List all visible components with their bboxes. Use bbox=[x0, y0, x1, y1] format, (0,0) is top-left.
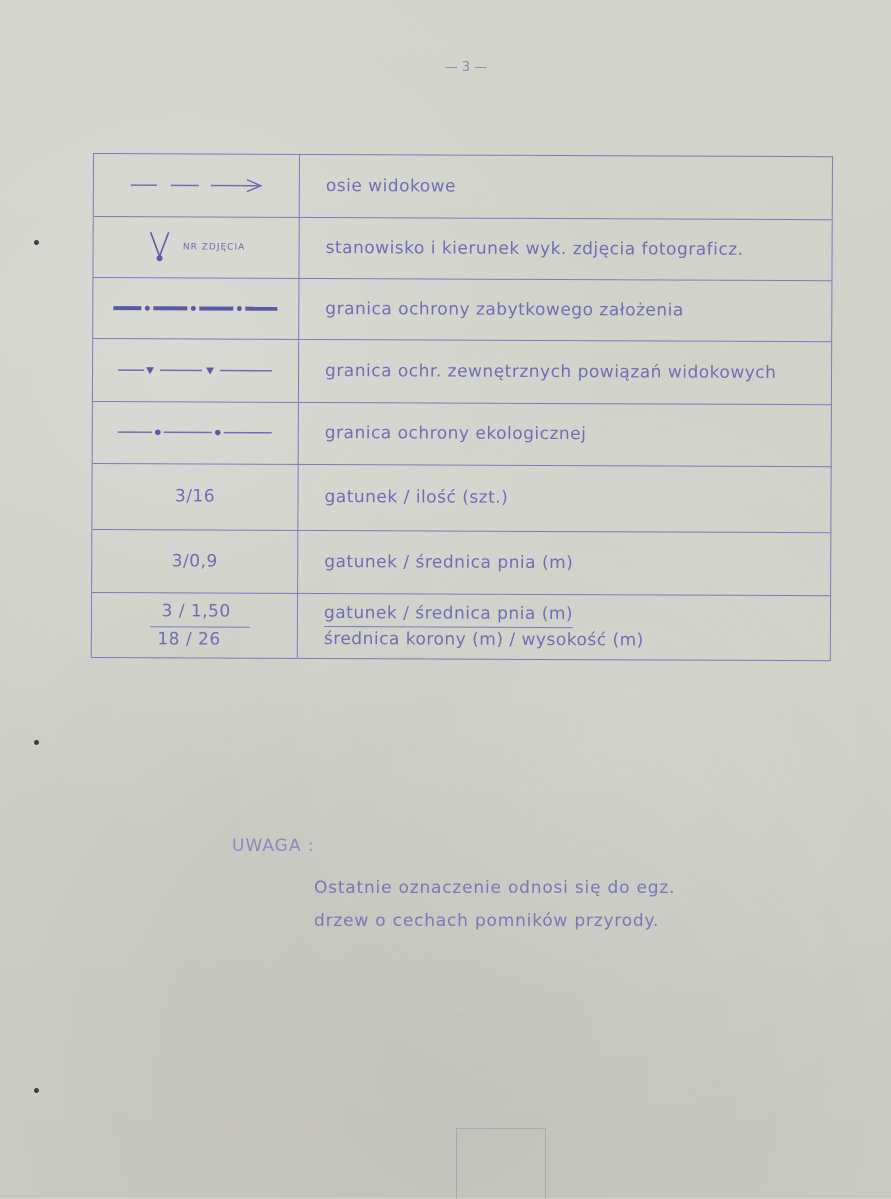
punch-hole-mark bbox=[34, 740, 39, 745]
fraction-line bbox=[149, 626, 249, 627]
legend-description-secondary: średnica korony (m) / wysokość (m) bbox=[324, 627, 644, 652]
legend-row-view-axes bbox=[94, 154, 832, 220]
legend-row-species-trunk bbox=[92, 529, 830, 596]
legend-description: granica ochrony zabytkowego założenia bbox=[325, 278, 831, 341]
species-trunk-code: 3/0,9 bbox=[172, 551, 218, 571]
species-count-code: 3/16 bbox=[175, 486, 215, 506]
tree-fraction-code bbox=[139, 599, 249, 651]
legend-row-view-boundary bbox=[93, 338, 831, 405]
legend-row-photo-point bbox=[93, 216, 831, 281]
triangle-dash-line-icon bbox=[93, 338, 298, 402]
legend-row-species-full bbox=[92, 592, 830, 660]
legend-row-ecological-boundary bbox=[93, 401, 831, 467]
legend-row-species-count bbox=[92, 463, 830, 533]
legend-description: stanowisko i kierunek wyk. zdjęcia fotograficz. bbox=[325, 217, 831, 280]
legend-description: osie widokowe bbox=[326, 155, 832, 219]
note-text bbox=[314, 872, 675, 938]
legend-description: gatunek / średnica pnia (m) bbox=[324, 601, 573, 628]
legend-description: gatunek / ilość (szt.) bbox=[324, 464, 830, 532]
punch-hole-mark bbox=[34, 240, 39, 245]
dot-dash-line-icon bbox=[93, 401, 298, 464]
photo-direction-icon bbox=[147, 230, 177, 264]
fraction-bottom: 18 / 26 bbox=[157, 629, 220, 649]
photo-number-label: NR ZDJĘCIA bbox=[183, 242, 245, 252]
legend-table bbox=[91, 153, 833, 661]
fraction-top: 3 / 1,50 bbox=[161, 601, 230, 621]
legend-description: granica ochr. zewnętrznych powiązań widokowych bbox=[325, 339, 831, 404]
punch-hole-mark bbox=[34, 1088, 39, 1093]
note-heading: UWAGA : bbox=[232, 836, 315, 856]
view-axis-arrow-icon bbox=[94, 154, 299, 217]
legend-description: gatunek / średnica pnia (m) bbox=[324, 530, 830, 595]
page-number: — 3 — bbox=[426, 60, 506, 75]
faint-stamp-outline bbox=[456, 1128, 546, 1199]
legend-row-monument-boundary bbox=[93, 277, 831, 342]
note-line-2: drzew o cechach pomników przyrody. bbox=[314, 905, 675, 938]
note-line-1: Ostatnie oznaczenie odnosi się do egz. bbox=[314, 872, 675, 905]
heavy-dash-dot-line-icon bbox=[93, 277, 298, 339]
legend-description: granica ochrony ekologicznej bbox=[325, 402, 831, 466]
